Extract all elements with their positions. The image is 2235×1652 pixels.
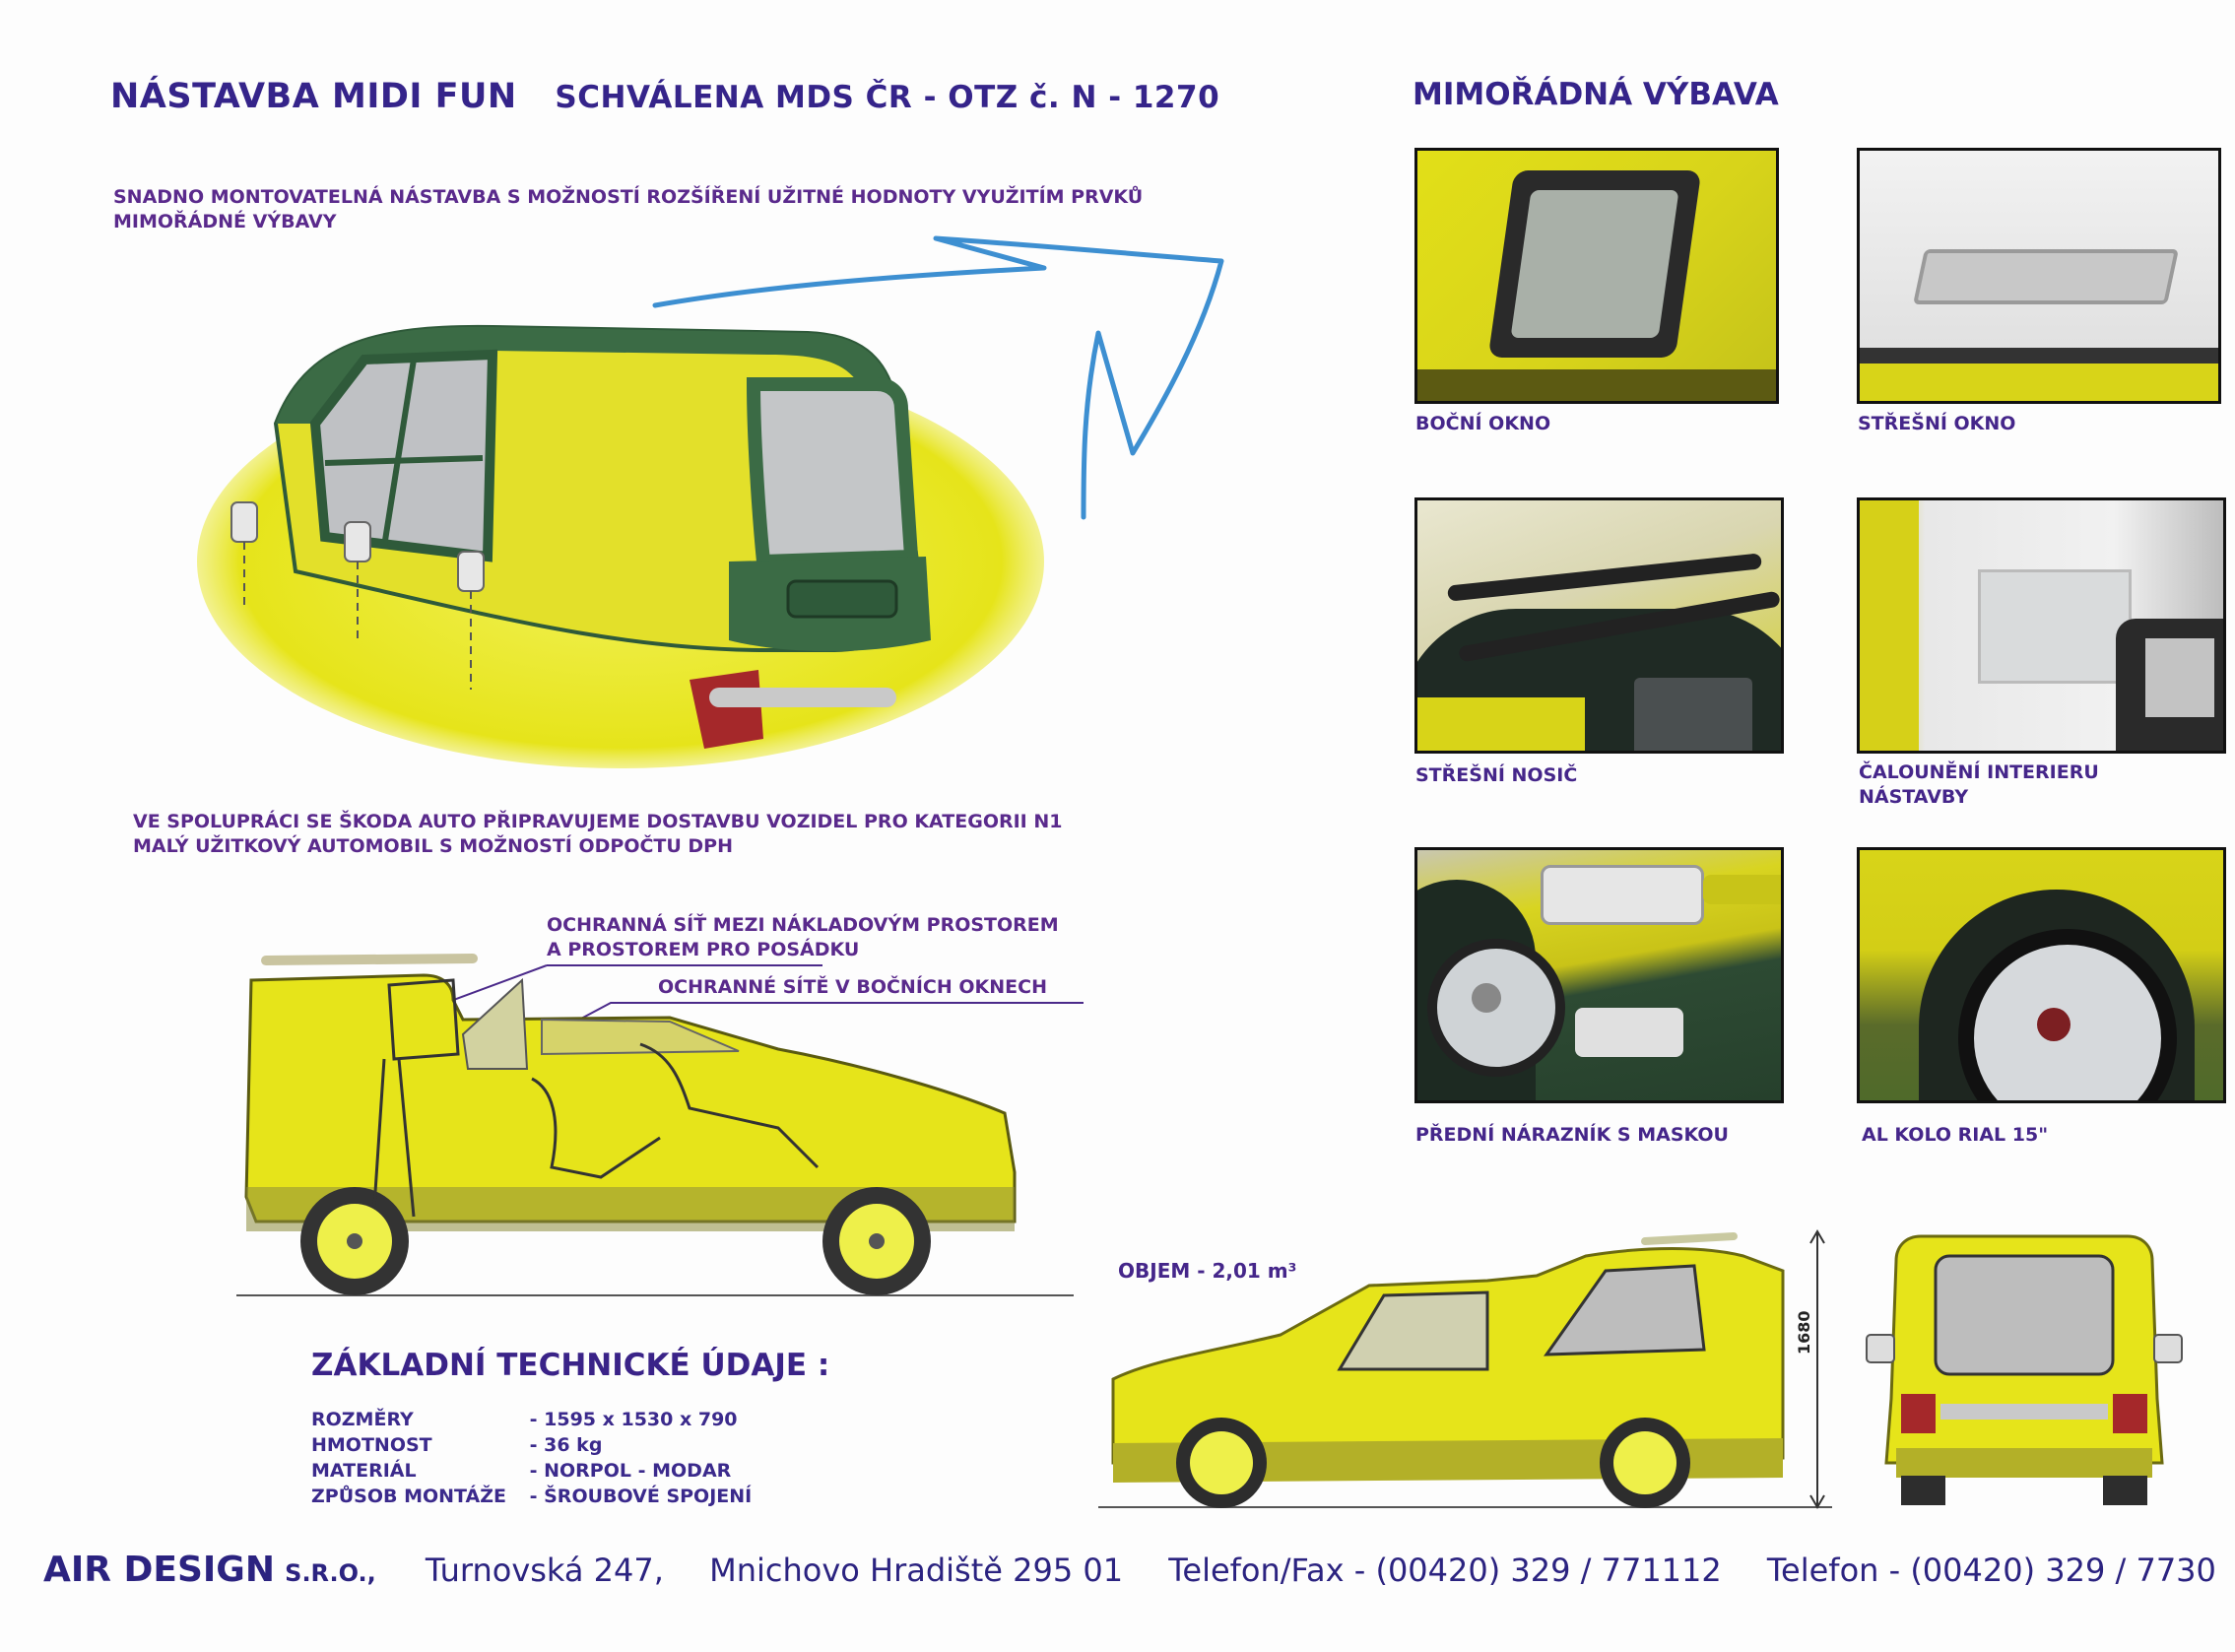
cooperation-line-1: VE SPOLUPRÁCI SE ŠKODA AUTO PŘIPRAVUJEME DOSTAVBU VOZIDEL PRO KATEGORII N1 <box>133 811 1063 832</box>
caption-roof-rack: STŘEŠNÍ NOSIČ <box>1415 764 1578 786</box>
spec-row <box>311 1486 752 1511</box>
rear-view-drawing <box>1862 1212 2187 1527</box>
photo-roof-rack <box>1414 497 1784 754</box>
company-suffix: S.R.O., <box>285 1559 376 1587</box>
volume-label: OBJEM - 2,01 m³ <box>1118 1259 1297 1283</box>
specs-title: ZÁKLADNÍ TECHNICKÉ ÚDAJE : <box>311 1348 830 1383</box>
caption-interior-lining <box>1859 760 2099 810</box>
approval-subtitle: SCHVÁLENA MDS ČR - OTZ č. N - 1270 <box>555 80 1220 115</box>
intro-line-2: MIMOŘÁDNÉ VÝBAVY <box>113 211 337 232</box>
caption-front-bumper: PŘEDNÍ NÁRAZNÍK S MASKOU <box>1415 1124 1729 1146</box>
spec-key: ROZMĚRY <box>311 1409 414 1430</box>
photo-side-window <box>1414 148 1779 404</box>
canopy-illustration <box>177 315 1064 768</box>
page-title <box>110 77 1219 116</box>
caption-interior-lining-line-1: ČALOUNĚNÍ INTERIERU <box>1859 761 2099 783</box>
address: Turnovská 247, <box>425 1552 664 1589</box>
front-wheel <box>822 1187 931 1295</box>
footer <box>43 1550 2216 1590</box>
city: Mnichovo Hradiště 295 01 <box>709 1552 1124 1589</box>
extras-title: MIMOŘÁDNÁ VÝBAVA <box>1413 77 1779 112</box>
cutaway-car-illustration <box>227 941 1084 1305</box>
rear-wheel <box>300 1187 409 1295</box>
intro-line-1: SNADNO MONTOVATELNÁ NÁSTAVBA S MOŽNOSTÍ ROZŠÍŘENÍ UŽITNÉ HODNOTY VYUŽITÍM PRVKŮ <box>113 186 1144 208</box>
company-name: AIR DESIGN <box>43 1550 275 1590</box>
caption-interior-lining-line-2: NÁSTAVBY <box>1859 786 1969 808</box>
photo-interior-lining <box>1857 497 2226 754</box>
caption-roof-window: STŘEŠNÍ OKNO <box>1858 413 2016 434</box>
side-view-drawing <box>1093 1212 1842 1537</box>
height-dimension-label: 1680 <box>1795 1310 1813 1355</box>
specs-table <box>311 1409 752 1511</box>
title-main: NÁSTAVBA MIDI FUN <box>110 77 517 116</box>
photo-front-bumper <box>1414 847 1784 1103</box>
spec-value: - NORPOL - MODAR <box>529 1460 732 1482</box>
spec-row <box>311 1460 752 1486</box>
phone: Telefon - (00420) 329 / 7730 <box>1766 1552 2216 1589</box>
spec-row <box>311 1409 752 1434</box>
callout-net-between-line-1: OCHRANNÁ SÍŤ MEZI NÁKLADOVÝM PROSTOREM <box>547 914 1059 936</box>
caption-alloy-wheel: AL KOLO RIAL 15" <box>1862 1124 2049 1146</box>
cooperation-text <box>133 810 1062 859</box>
phone-fax: Telefon/Fax - (00420) 329 / 771112 <box>1168 1552 1722 1589</box>
spec-value: - ŠROUBOVÉ SPOJENÍ <box>529 1486 753 1507</box>
photo-alloy-wheel <box>1857 847 2226 1103</box>
photo-roof-window <box>1857 148 2221 404</box>
cooperation-line-2: MALÝ UŽITKOVÝ AUTOMOBIL S MOŽNOSTÍ ODPOČTU DPH <box>133 835 734 857</box>
callout-net-between-line-2: A PROSTOREM PRO POSÁDKU <box>547 939 860 960</box>
spec-key: MATERIÁL <box>311 1460 417 1482</box>
spec-value: - 1595 x 1530 x 790 <box>529 1409 738 1430</box>
spec-value: - 36 kg <box>529 1434 603 1456</box>
caption-side-window: BOČNÍ OKNO <box>1415 413 1551 434</box>
spec-key: ZPŮSOB MONTÁŽE <box>311 1486 506 1507</box>
spec-key: HMOTNOST <box>311 1434 432 1456</box>
spec-row <box>311 1434 752 1460</box>
callout-net-windows: OCHRANNÉ SÍTĚ V BOČNÍCH OKNECH <box>658 976 1047 998</box>
